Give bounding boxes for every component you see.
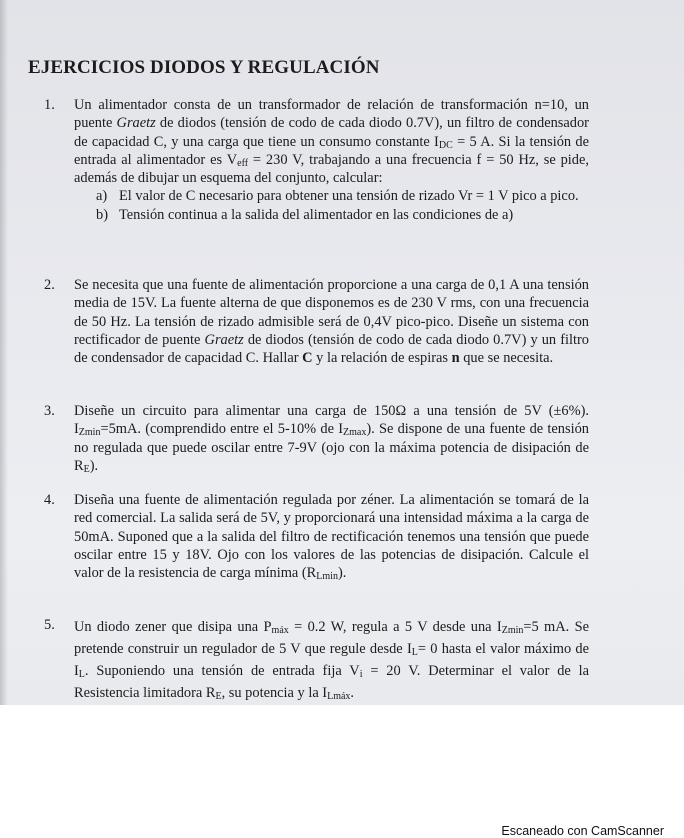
exercise-4 xyxy=(44,491,589,582)
exercise-number: 5. xyxy=(44,617,55,633)
exercise-3 xyxy=(44,402,589,475)
exercise-text: Diseña una fuente de alimentación regulada por zéner. La alimentación se tomará de la red comercial. La salida será de 5V, y proporcionará una intensidad máxima a la carga de 50mA. Suponed que a la salida del filtro de rectificación tenemos una tensión que puede oscilar entre 15 y 18V. Ojo con los valores de las potencias de disipación. Calcule el valor de la resistencia de carga mínima $(R_{Lmin})$. xyxy=(74,492,589,583)
page-edge-shadow xyxy=(0,0,8,705)
sub-item-text: El valor de C necesario para obtener una tensión de rizado Vr = 1 V pico a pico. xyxy=(119,188,579,205)
exercise-number: 3. xyxy=(44,403,55,419)
sub-item-label: b) xyxy=(96,206,108,223)
scanner-watermark: Escaneado con CamScanner xyxy=(501,824,664,838)
sub-item-label: a) xyxy=(96,188,108,205)
page-title: EJERCICIOS DIODOS Y REGULACIÓN xyxy=(28,57,380,78)
sub-item-a xyxy=(96,187,589,205)
exercise-5 xyxy=(44,616,589,704)
exercise-text: Un alimentador consta de un transformador de relación de transformación n=10, un puente Graetz de diodos (tensión de codo de cada diodo 0.7V), un filtro de condensador de capacidad C, y una carga que tiene un consumo constante $I_{DC} = 5$ A. Si la tensión de entrada al alimentador es $V_{eff} = 230$ V, trabajando a una frecuencia f = 50 Hz, se pide, además de dibujar un esquema del conjunto, calcular: xyxy=(74,97,589,187)
exercise-text: Diseñe un circuito para alimentar una carga de 150Ω a una tensión de 5V (±6%). $I_{Zmin}=5mA$. (comprendido entre el 5-10% de $I_{Zmax}$). Se dispone de una fuente de tensión no regulada que puede oscilar entre 7-9V (ojo con la máxima potencia de disipación de $R_E$). xyxy=(74,403,589,475)
exercise-2 xyxy=(44,276,589,367)
exercise-1 xyxy=(44,96,589,224)
exercise-number: 2. xyxy=(44,277,55,293)
exercise-text: Un diodo zener que disipa una $P_{máx} = 0.2$ W, regula a 5 V desde una $I_{Zmin}=5$ mA. Se pretende construir un regulador de 5 V que regule desde $I_L= 0$ hasta el valor máximo de $I_L$. Suponiendo una tensión de entrada fija $V_i = 20$ V. Determinar el valor de la Resistencia limitadora $R_E$, su potencia y la $I_{Lmáx}$. xyxy=(74,619,590,702)
sub-item-b xyxy=(96,206,589,224)
exercise-number: 4. xyxy=(44,492,55,508)
exercise-number: 1. xyxy=(44,97,55,113)
exercise-text: Se necesita que una fuente de alimentación proporcione a una carga de 0,1 A una tensión media de 15V. La fuente alterna de que disponemos es de 230 V rms, con una frecuencia de 50 Hz. La tensión de rizado admisible será de 0,4V pico-pico. Diseñe un sistema con rectificador de puente Graetz de diodos (tensión de codo de cada diodo 0.7V) y un filtro de condensador de capacidad C. Hallar C y la relación de espiras n que se necesita. xyxy=(74,277,590,367)
sub-item-text: Tensión continua a la salida del alimentador en las condiciones de a) xyxy=(119,206,514,223)
